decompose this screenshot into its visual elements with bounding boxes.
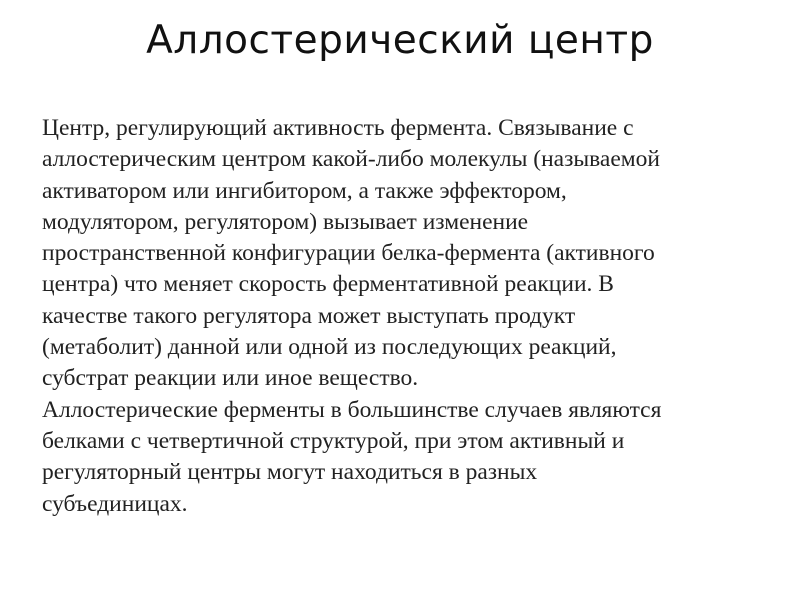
text-line: субстрат реакции или иное вещество. (42, 365, 419, 392)
text-line: аллостерическим центром какой-либо молекулы (называемой (42, 146, 660, 173)
text-line: (метаболит) данной или одной из последующих реакций, (42, 334, 617, 361)
text-line: пространственной конфигурации белка-фермента (активного (42, 240, 655, 267)
text-line: активатором или ингибитором, а также эффектором, (42, 177, 567, 204)
text-line: субъединицах. (42, 490, 188, 517)
text-line: центра) что меняет скорость ферментативной реакции. В (42, 271, 614, 298)
text-line: Аллостерические ферменты в большинстве случаев являются (42, 396, 662, 423)
text-line: качестве такого регулятора может выступать продукт (42, 302, 576, 329)
text-line: регуляторный центры могут находиться в разных (42, 459, 538, 486)
text-line: белками с четвертичной структурой, при этом активный и (42, 427, 625, 454)
slide-title: Аллостерический центр (146, 18, 654, 63)
slide-body-text (42, 113, 782, 520)
text-line: Центр, регулирующий активность фермента. Связывание с (42, 115, 634, 141)
text-line: модулятором, регулятором) вызывает изменение (42, 208, 529, 235)
